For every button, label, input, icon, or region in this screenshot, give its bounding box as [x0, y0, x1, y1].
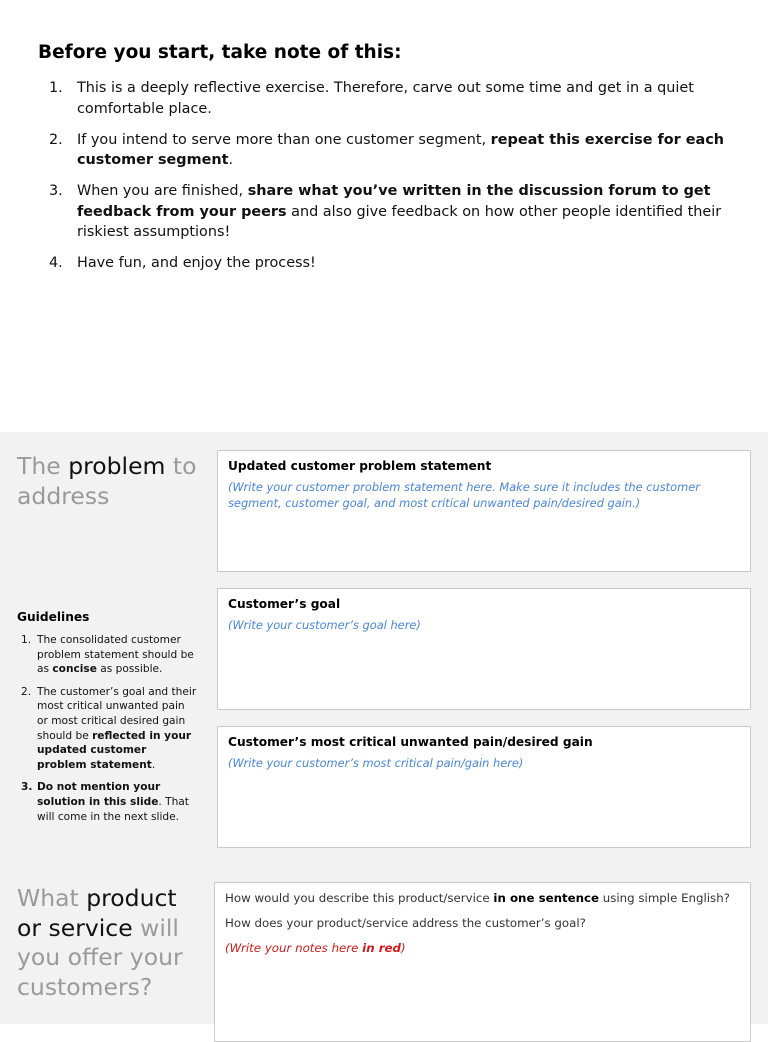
problem-headline [17, 452, 217, 511]
offer-note-post: ) [400, 941, 406, 955]
guideline-item-text: . That will come in the next slide. [37, 795, 189, 823]
instruction-item-number: 4. [49, 255, 63, 271]
problem-statement-box[interactable] [217, 450, 751, 572]
guideline-item-number: 1. [21, 634, 32, 646]
guideline-item-text: The customer’s goal and their most critical unwanted pain or most critical desired gain should be [37, 685, 197, 742]
problem-headline-pre: The [17, 452, 69, 480]
guideline-item [17, 633, 197, 677]
problem-statement-hint: (Write your customer problem statement here. Make sure it includes the customer segment, customer goal, and most critical unwanted pain/desired gain.) [228, 480, 700, 510]
critical-pain-title: Customer’s most critical unwanted pain/desired gain [228, 735, 593, 749]
guideline-item-text: concise [52, 663, 97, 676]
guideline-item-text: reflected in your updated customer problem statement [37, 729, 192, 771]
guideline-item-text: Do not mention your solution in this slide [37, 781, 161, 808]
critical-pain-box[interactable] [217, 726, 751, 848]
guideline-item [17, 780, 197, 824]
instruction-item-number: 2. [49, 131, 63, 148]
offer-q1-post: using simple English? [599, 891, 730, 905]
instruction-item-text: When you are finished, [77, 183, 248, 199]
guideline-item-text: . [151, 758, 156, 771]
instructions-list [38, 78, 728, 284]
instructions-panel [0, 0, 768, 432]
offer-q1-bold: in one sentence [493, 891, 600, 905]
instruction-item [38, 78, 728, 119]
offer-question-goal: How does your product/service address the customer’s goal? [225, 916, 586, 930]
guideline-item-text: The consolidated customer problem statement should be as [37, 634, 194, 676]
instruction-item-text: and also give feedback on how other people identified their riskiest assumptions! [77, 203, 722, 240]
offer-box[interactable] [214, 882, 751, 1042]
offer-headline-post: will you offer your customers? [17, 913, 183, 1001]
problem-headline-strong: problem [68, 452, 166, 480]
instruction-item [38, 181, 728, 243]
instruction-item-text: . [228, 152, 234, 168]
guideline-item [17, 685, 197, 773]
worksheet-slide [0, 432, 768, 1024]
guideline-item-number: 3. [21, 781, 33, 794]
instruction-item-number: 3. [49, 183, 63, 199]
guidelines-list [17, 633, 197, 824]
instruction-item-text: Have fun, and enjoy the process! [77, 255, 316, 271]
customer-goal-title: Customer’s goal [228, 597, 341, 611]
offer-note-bold: in red [362, 941, 401, 955]
guideline-item-number: 2. [21, 685, 32, 698]
offer-note-pre: (Write your notes here [225, 941, 363, 955]
offer-notes-hint [225, 941, 740, 955]
offer-headline-pre: What [17, 884, 87, 912]
instruction-item-text: share what you’ve written in the discussion forum to get feedback from your peers [77, 183, 711, 220]
instruction-item-text: This is a deeply reflective exercise. Therefore, carve out some time and get in a quiet comfortable place. [77, 80, 694, 117]
critical-pain-hint: (Write your customer’s most critical pain/gain here) [228, 756, 524, 770]
offer-question-one-sentence [225, 891, 740, 905]
customer-goal-box[interactable] [217, 588, 751, 710]
offer-headline [17, 884, 207, 1002]
instruction-item [38, 130, 728, 171]
instructions-heading: Before you start, take note of this: [38, 42, 402, 63]
customer-goal-hint: (Write your customer’s goal here) [228, 618, 421, 632]
offer-headline-strong: product or service [17, 884, 177, 942]
offer-q1-pre: How would you describe this product/service [225, 891, 494, 905]
guidelines-title: Guidelines [17, 610, 90, 624]
instruction-item [38, 253, 728, 274]
problem-statement-title: Updated customer problem statement [228, 459, 492, 473]
instruction-item-text: repeat this exercise for each customer segment [77, 131, 725, 168]
instruction-item-text: If you intend to serve more than one customer segment, [77, 131, 491, 148]
guidelines-panel [17, 610, 197, 832]
instruction-item-number: 1. [49, 80, 63, 96]
problem-headline-post: to address [17, 452, 197, 510]
guideline-item-text: as possible. [96, 663, 163, 676]
